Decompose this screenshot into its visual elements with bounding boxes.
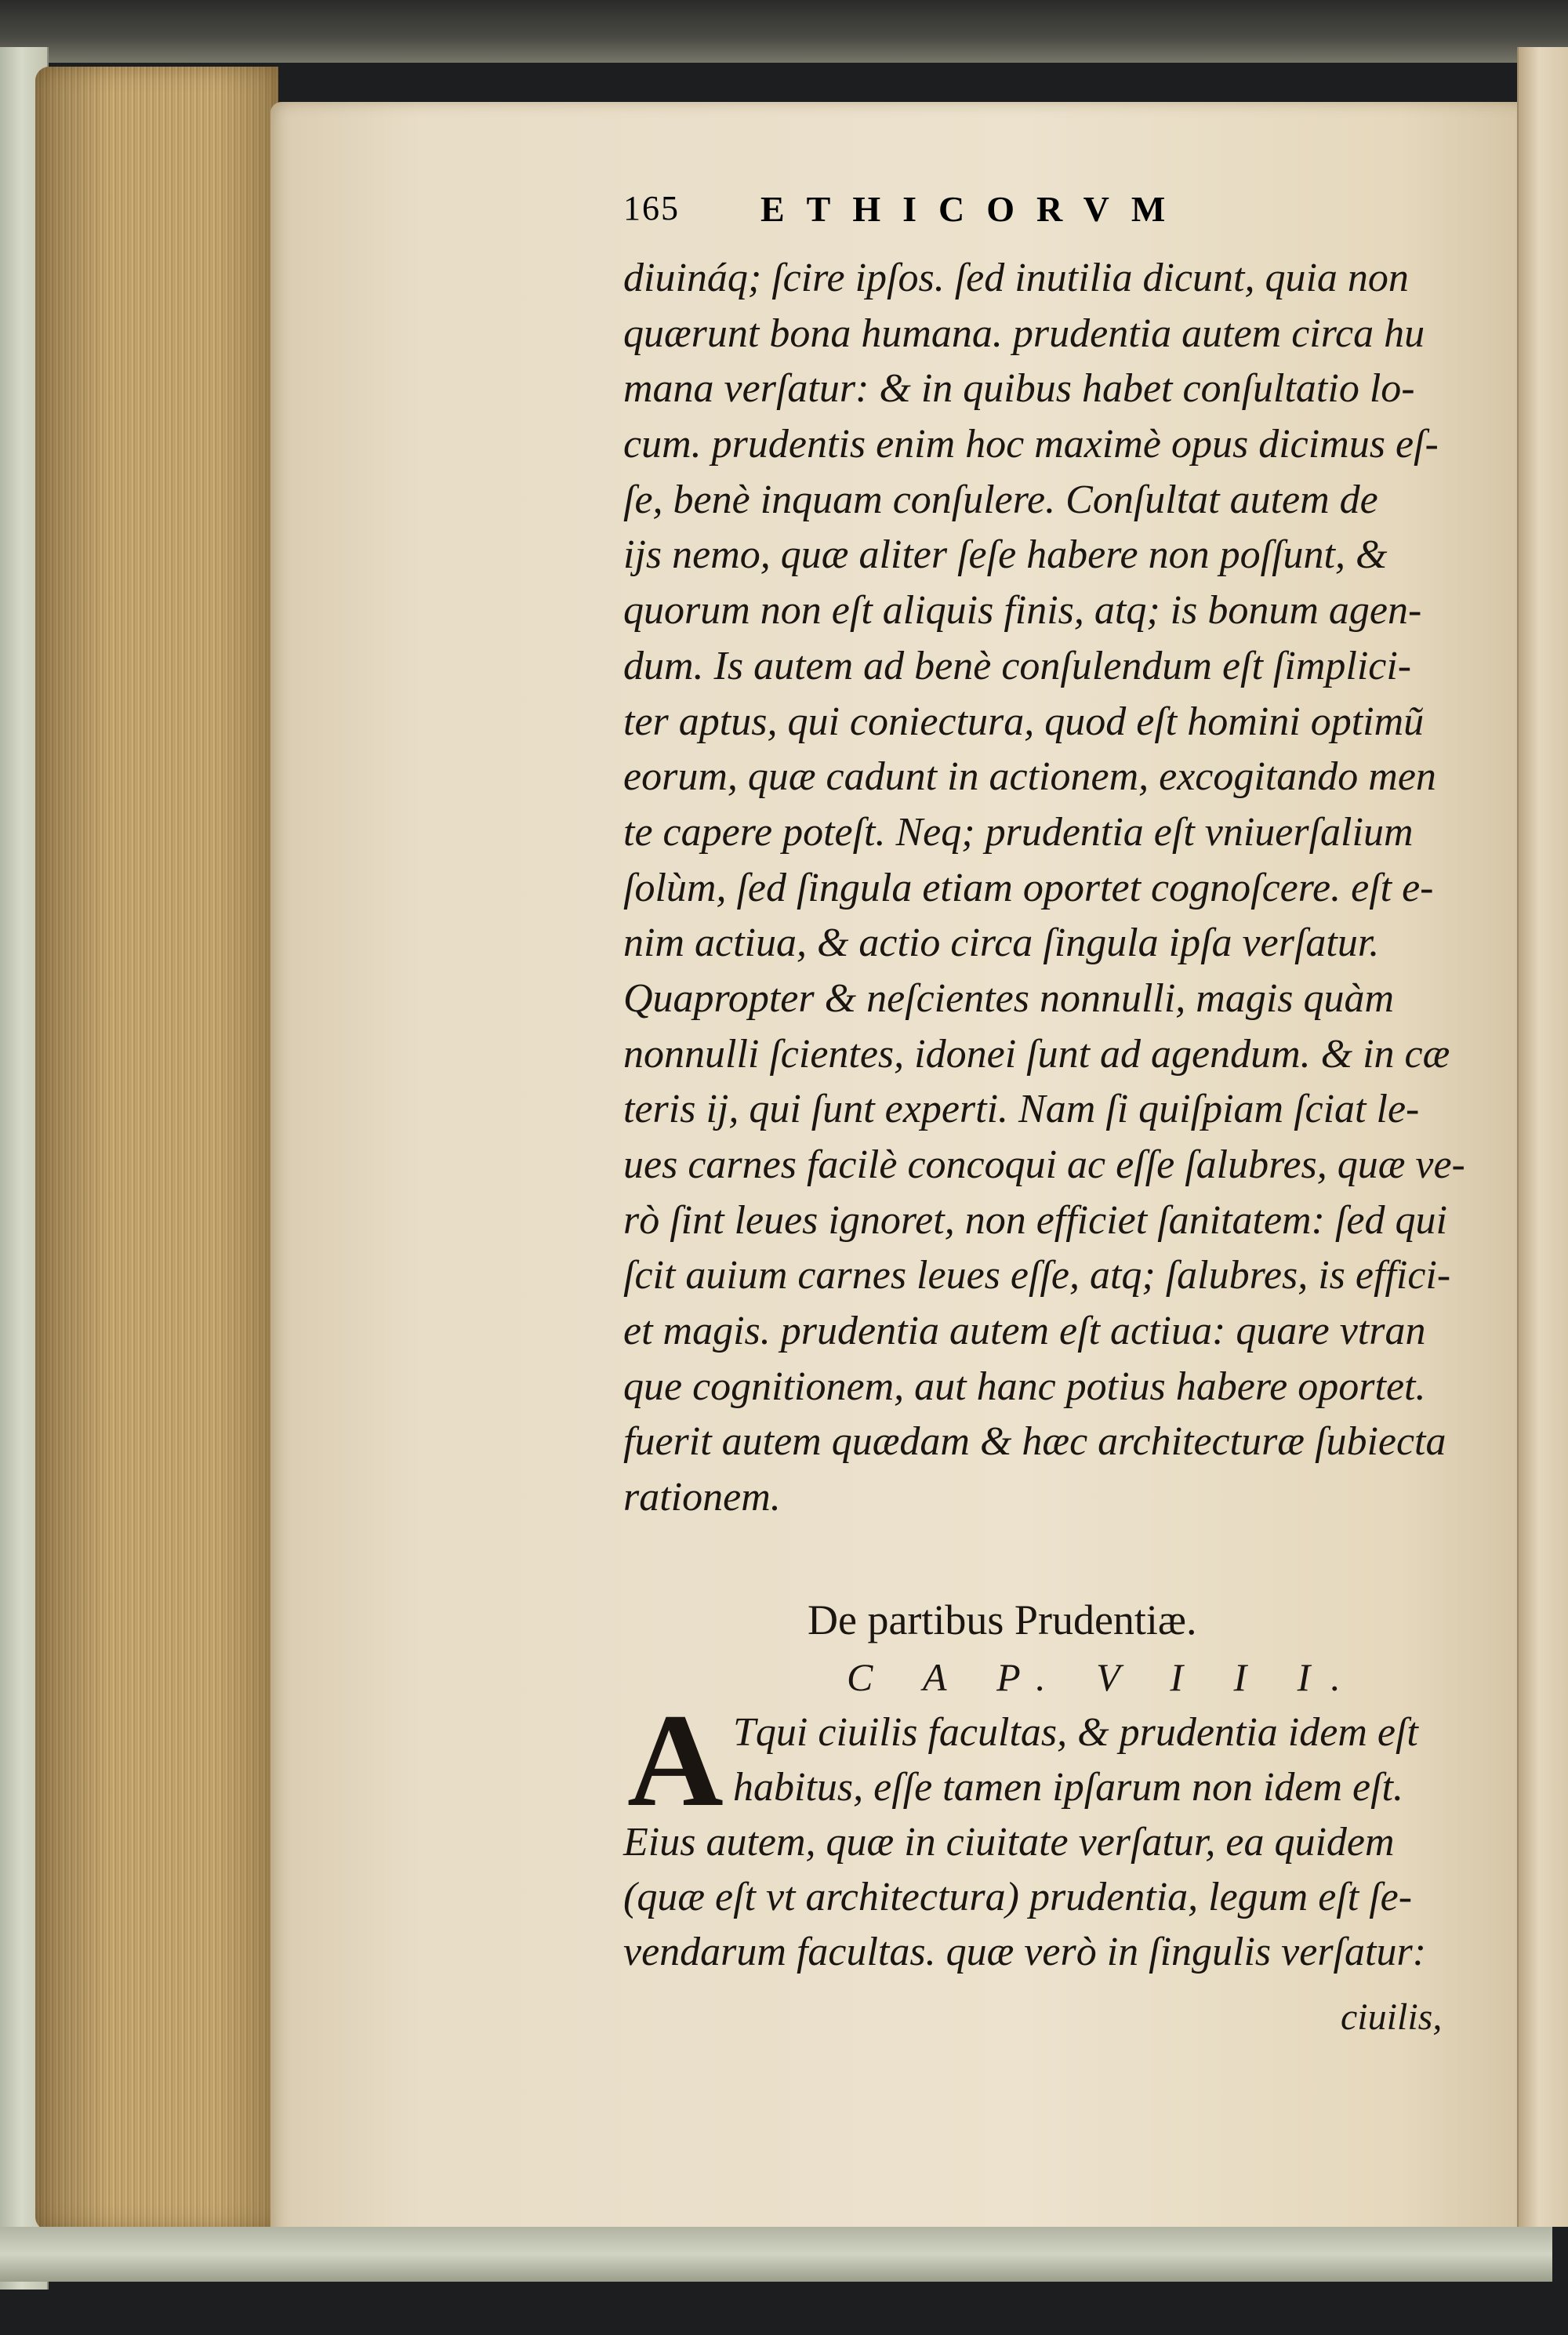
chapter-text-line: Tqui ciuilis facultas, & prudentia idem eſt [733,1710,1418,1755]
page-header [623,188,1486,243]
running-title: ETHICORVM [760,189,1188,229]
main-text-block [623,251,1533,1526]
vellum-cover-bottom [0,2227,1552,2282]
folio-number: 165 [623,189,680,227]
text-line: eorum, quæ cadunt in actionem, excogitando men [623,754,1436,800]
drop-cap-initial: A [627,1687,724,1834]
text-line: ſcit auium carnes leues eſſe, atq; ſalubres, is effici- [623,1253,1451,1298]
chapter-text-line: habitus, eſſe tamen ipſarum non idem eſt. [733,1765,1404,1810]
text-line: que cognitionem, aut hanc potius habere oportet. [623,1364,1426,1409]
text-line: ſolùm, ſed ſingula etiam oportet cognoſcere. eſt e- [623,865,1434,910]
text-line: fuerit autem quædam & hæc architecturæ ſubiecta [623,1419,1446,1465]
binding-shadow [0,0,1568,63]
text-line: ter aptus, qui coniectura, quod eſt homini optimũ [623,699,1425,744]
text-line: nim actiua, & actio circa ſingula ipſa verſatur. [623,921,1380,966]
text-line: Quapropter & neſcientes nonnulli, magis quàm [623,975,1395,1021]
text-line: cum. prudentis enim hoc maximè opus dicimus eſ- [623,422,1439,467]
text-line: diuináq; ſcire ipſos. ſed inutilia dicunt, quia non [623,256,1409,300]
text-line: et magis. prudentia autem eſt actiua: quare vtran [623,1309,1426,1354]
chapter-label: C A P. V I I I. [847,1655,1361,1699]
text-line: ſe, benè inquam conſulere. Conſultat autem de [623,477,1378,522]
catchword: ciuilis, [1341,1996,1443,2038]
page-edges-shade [35,67,278,2231]
chapter-text-line: vendarum facultas. quæ verò in ſingulis verſatur: [623,1930,1427,1974]
text-line: ues carnes facilè concoqui ac eſſe ſalubres, quæ ve- [623,1142,1465,1187]
text-line: teris ij, qui ſunt experti. Nam ſi quiſpiam ſciat le- [623,1087,1420,1132]
chapter-text-line: Eius autem, quæ in ciuitate verſatur, ea quidem [623,1820,1395,1865]
text-line: mana verſatur: & in quibus habet conſultatio lo- [623,366,1415,412]
text-line: rationem. [623,1475,781,1520]
text-line: nonnulli ſcientes, idonei ſunt ad agendum. & in cæ [623,1031,1450,1077]
section-heading: De partibus Prudentiæ. [808,1596,1197,1643]
text-line: quorum non eſt aliquis finis, atq; is bonum agen- [623,588,1422,634]
chapter-text-line: (quæ eſt vt architectura) prudentia, legum eſt ſe- [623,1875,1413,1919]
text-line: te capere poteſt. Neq; prudentia eſt vniuerſalium [623,809,1414,855]
text-line: dum. Is autem ad benè conſulendum eſt ſimplici- [623,643,1412,688]
text-line: ijs nemo, quæ aliter ſeſe habere non poſſunt, & [623,532,1388,578]
chapter-text-block [623,1705,1533,1980]
text-line: quærunt bona humana. prudentia autem circa hu [623,310,1425,356]
text-line: rò ſint leues ignoret, non efficiet ſanitatem: ſed qui [623,1197,1447,1243]
